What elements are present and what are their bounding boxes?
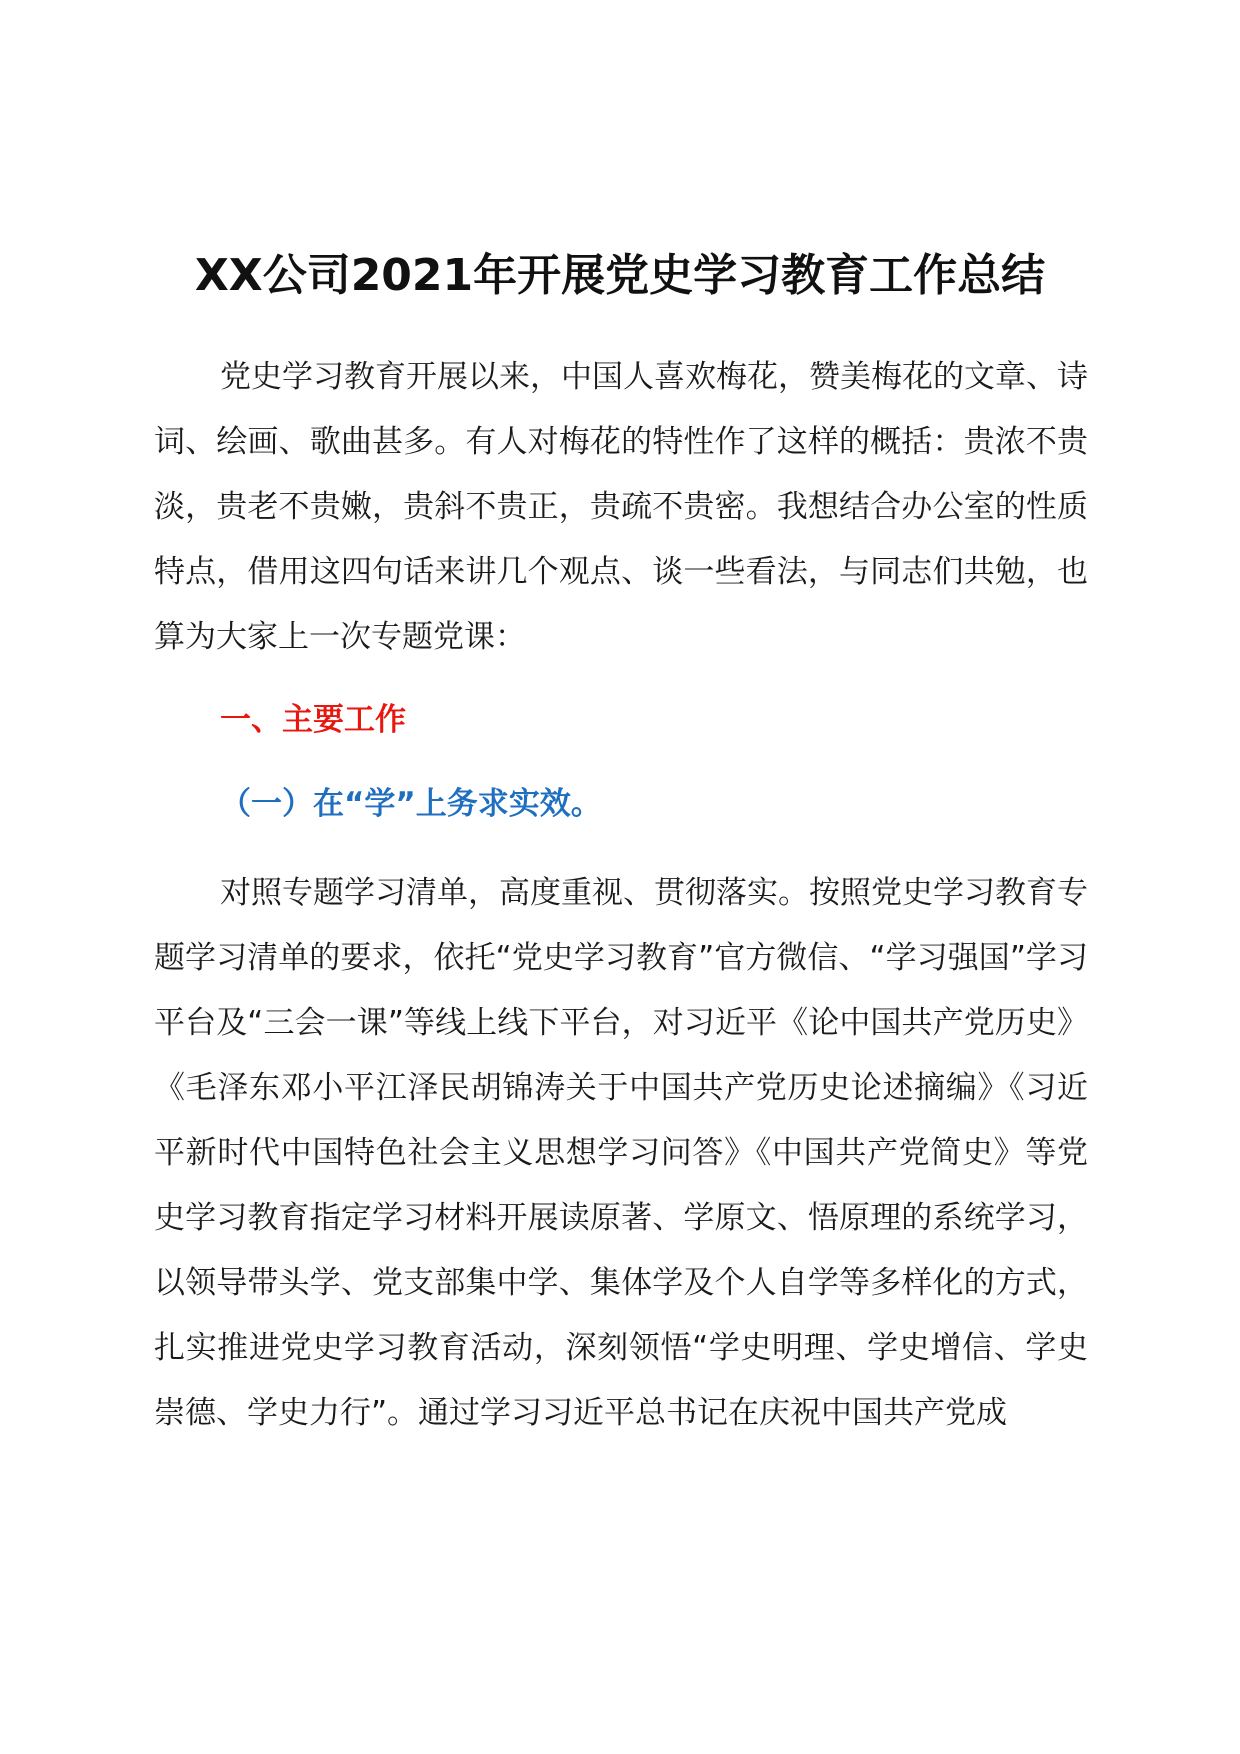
document-title: XX公司2021年开展党史学习教育工作总结 <box>194 250 1046 301</box>
section-heading-main-work: 一、主要工作 <box>220 702 406 738</box>
intro-paragraph: 党史学习教育开展以来，中国人喜欢梅花，赞美梅花的文章、诗词、绘画、歌曲甚多。有人对梅花的特性作了这样的概括：贵浓不贵淡，贵老不贵嫩，贵斜不贵正，贵疏不贵密。我想结合办公室的性质特点，借用这四句话来讲几个观点、谈一些看法，与同志们共勉，也算为大家上一次专题党课： <box>154 359 1088 655</box>
study-paragraph: 对照专题学习清单，高度重视、贯彻落实。按照党史学习教育专题学习清单的要求，依托“党史学习教育”官方微信、“学习强国”学习平台及“三会一课”等线上线下平台，对习近平《论中国共产党历史》《毛泽东邓小平江泽民胡锦涛关于中国共产党历史论述摘编》《习近平新时代中国特色社会主义思想学习问答》《中国共产党简史》等党史学习教育指定学习材料开展读原著、学原文、悟原理的系统学习，以领导带头学、党支部集中学、集体学及个人自学等多样化的方式，扎实推进党史学习教育活动，深刻领悟“学史明理、学史增信、学史崇德、学史力行”。通过学习习近平总书记在庆祝中国共产党成 <box>154 875 1088 1431</box>
subsection-heading-study: （一）在“学”上务求实效。 <box>220 786 602 822</box>
